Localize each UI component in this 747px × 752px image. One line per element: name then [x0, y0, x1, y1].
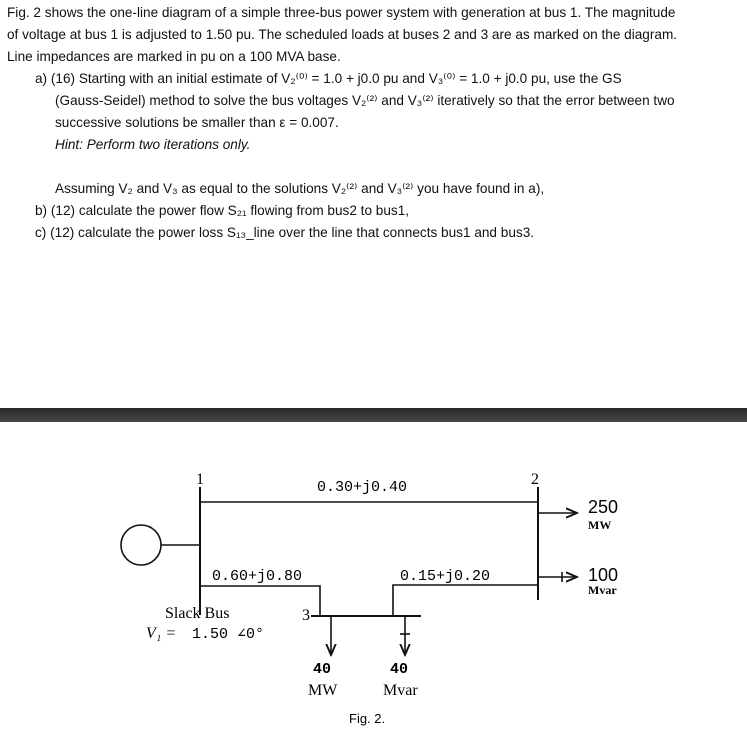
load2-q-unit: Mvar	[588, 583, 617, 597]
load3-p-unit: MW	[308, 682, 338, 699]
load3-p-value: 40	[313, 661, 332, 678]
impedance-1-2: 0.30+j0.40	[317, 479, 408, 496]
load3-q-unit: Mvar	[383, 682, 418, 699]
line-2-3	[393, 585, 538, 616]
bus-1-label: 1	[196, 471, 204, 488]
intro-line-1: Fig. 2 shows the one-line diagram of a simple three-bus power system with generation at bus 1. The magnitude	[7, 5, 676, 20]
intro-line-3: Line impedances are marked in pu on a 100 MVA base.	[7, 49, 341, 64]
generator-icon	[121, 525, 161, 565]
part-a-line-3: successive solutions be smaller than ε = 0.007.	[55, 115, 339, 130]
part-c: c) (12) calculate the power loss S₁₃_line over the line that connects bus1 and bus3.	[35, 225, 535, 240]
bus-2-label: 2	[531, 471, 539, 488]
bus-3-label: 3	[302, 607, 310, 624]
slack-bus-label: Slack Bus	[165, 605, 230, 622]
part-b: b) (12) calculate the power flow S₂₁ flowing from bus2 to bus1,	[35, 203, 410, 218]
part-a-line-1: a) (16) Starting with an initial estimate of V₂⁽⁰⁾ = 1.0 + j0.0 pu and V₃⁽⁰⁾ = 1.0 + j0.0 pu, use the GS	[35, 71, 622, 86]
load2-p-value: 250	[588, 497, 619, 517]
part-a-line-2: (Gauss-Seidel) method to solve the bus voltages V₂⁽²⁾ and V₃⁽²⁾ iteratively so that the error between two	[55, 93, 675, 108]
impedance-1-3: 0.60+j0.80	[212, 568, 303, 585]
assumption: Assuming V₂ and V₃ as equal to the solutions V₂⁽²⁾ and V₃⁽²⁾ you have found in a),	[55, 181, 545, 196]
v1-label: V₁ =	[146, 625, 177, 642]
figure-caption: Fig. 2.	[349, 711, 386, 726]
hint: Hint: Perform two iterations only.	[55, 137, 251, 152]
impedance-2-3: 0.15+j0.20	[400, 568, 491, 585]
load3-q-value: 40	[390, 661, 409, 678]
intro-line-2: of voltage at bus 1 is adjusted to 1.50 pu. The scheduled loads at buses 2 and 3 are as marked on the diagram.	[7, 27, 678, 42]
v1-value: 1.50 ∠0°	[192, 626, 265, 643]
load2-q-value: 100	[588, 565, 619, 585]
load2-p-unit: MW	[588, 518, 612, 532]
